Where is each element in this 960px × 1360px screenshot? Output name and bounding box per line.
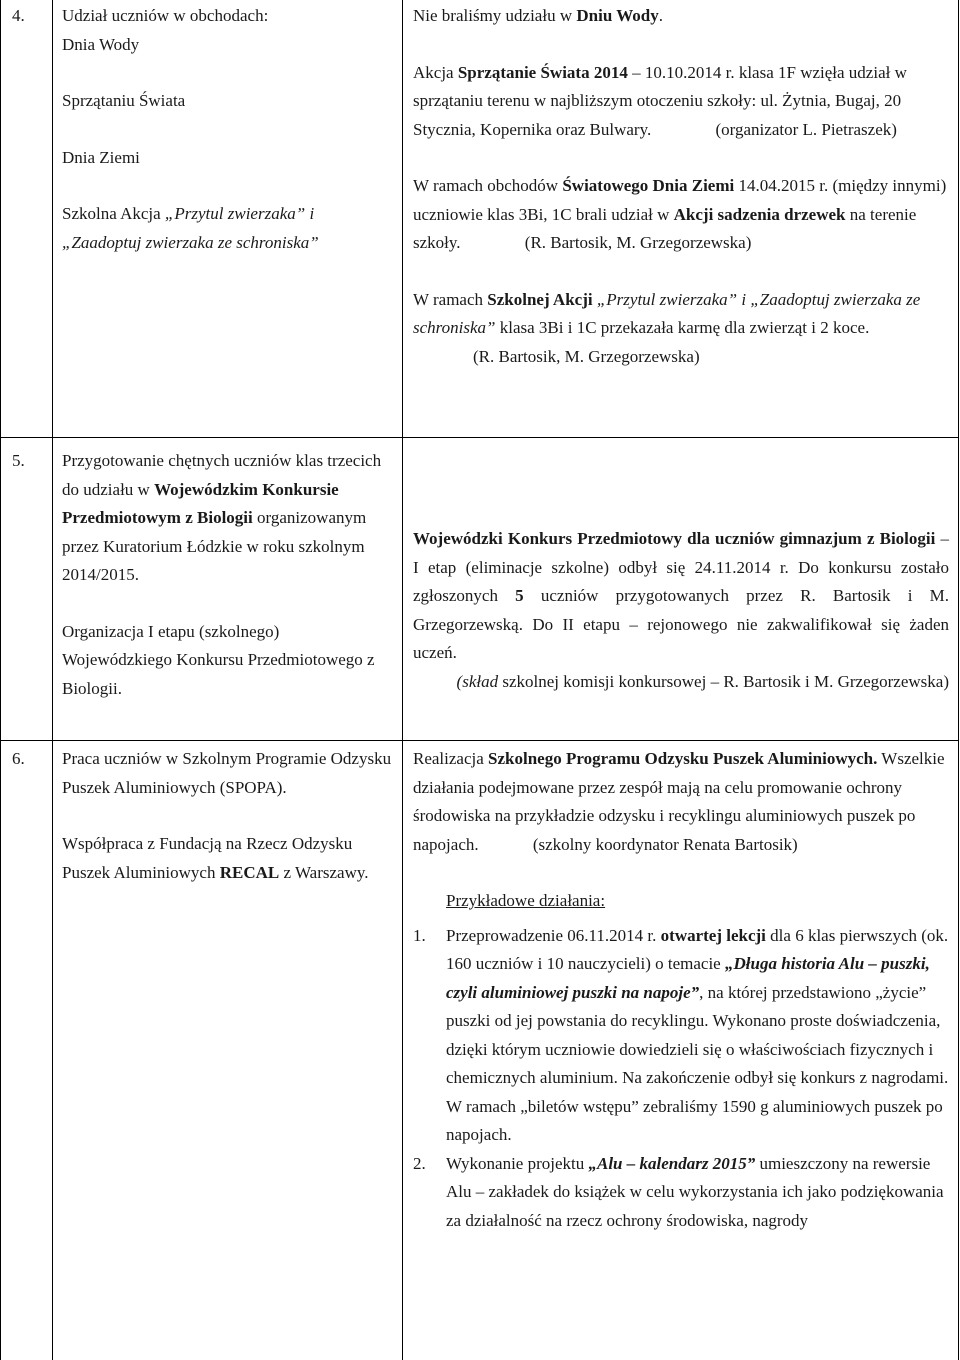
row4-water-note: Nie braliśmy udziału w Dniu Wody. bbox=[413, 6, 663, 25]
row5-right-cell bbox=[413, 525, 949, 696]
row5-committee: (skład szkolnej komisji konkursowej – R. Bartosik i M. Grzegorzewska) bbox=[456, 671, 949, 691]
row4-item-earth: Dnia Ziemi bbox=[62, 147, 140, 167]
example-item-1: 1. Przeprowadzenie 06.11.2014 r. otwartej lekcji dla 6 klas pierwszych (ok. 160 uczniów i 10 nauczycieli) o temacie „Długa historia Alu – puszki, czyli aluminiowej puszki na napoje”, na której przedstawiono „życie” puszki od jej powstania do recyklingu. Wykonano proste doświadczenia, dzięki którym uczniowie dowiedzieli się o właściwościach fizycznych i chemicznych aluminium. Na zakończenie odbył się konkurs z nagrodami. W ramach „biletów wstępu” zebraliśmy 1590 g aluminiowych puszek po napojach. bbox=[413, 925, 949, 1144]
examples-list bbox=[413, 922, 949, 1236]
program-coordinator: (szkolny koordynator Renata Bartosik) bbox=[532, 834, 798, 854]
row4-item-cleanup: Sprzątaniu Świata bbox=[62, 91, 186, 110]
row4-item-water: Dnia Wody bbox=[62, 34, 140, 54]
row6-left-cell bbox=[62, 745, 392, 887]
akcja-prefix: Szkolna Akcja bbox=[62, 204, 161, 223]
examples-heading: Przykładowe działania: bbox=[446, 891, 606, 910]
row5-left-cell bbox=[62, 447, 392, 703]
table-border-left bbox=[0, 0, 1, 1360]
row-divider-5-6 bbox=[0, 740, 959, 741]
row-number-5: 5. bbox=[12, 451, 25, 470]
row4-pet-note: W ramach Szkolnej Akcji „Przytul zwierzaka” i „Zaadoptuj zwierzaka ze schroniska” klasa 3Bi i 1C przekazała karmę dla zwierząt i 2 koce. (R. Bartosik, M. Grzegorzewska) bbox=[413, 289, 921, 366]
row-divider-4-5 bbox=[0, 437, 959, 438]
row6-spopa: Praca uczniów w Szkolnym Programie Odzysku Puszek Aluminiowych (SPOPA). bbox=[62, 749, 392, 797]
row6-right-cell bbox=[413, 745, 949, 1235]
row4-cleanup-note: Akcja Sprzątanie Świata 2014 – 10.10.2014 r. klasa 1F wzięła udział w sprzątaniu terenu w najbliższym otoczeniu szkoły: ul. Żytnia, Bugaj, 20 Stycznia, Kopernika oraz Bulwary. (organizator L. Pietraszek) bbox=[413, 62, 907, 139]
row5-organization: Organizacja I etapu (szkolnego) Wojewódzkiego Konkursu Przedmiotowego z Biologii. bbox=[62, 621, 375, 698]
row4-title: Udział uczniów w obchodach: bbox=[62, 6, 269, 25]
column-divider-2 bbox=[402, 0, 403, 1360]
row6-recal: Współpraca z Fundacją na Rzecz Odzysku Puszek Aluminiowych RECAL z Warszawy. bbox=[62, 834, 369, 882]
cleanup-organizer: (organizator L. Pietraszek) bbox=[715, 119, 897, 139]
row4-item-pet-action bbox=[62, 200, 382, 257]
row4-earth-note: W ramach obchodów Światowego Dnia Ziemi 14.04.2015 r. (między innymi) uczniowie klas 3Bi, 1C brali udział w Akcji sadzenia drzewek na terenie szkoły. (R. Bartosik, M. Grzegorzewska) bbox=[413, 176, 947, 252]
pet-organizer: (R. Bartosik, M. Grzegorzewska) bbox=[473, 346, 700, 366]
row5-contest-note: Wojewódzki Konkurs Przedmiotowy dla uczniów gimnazjum z Biologii – I etap (eliminacje szkolne) odbył się 24.11.2014 r. Do konkursu zostało zgłoszonych 5 uczniów przygotowanych przez R. Bartosik i M. Grzegorzewską. Do II etapu – rejonowego nie zakwalifikował się żaden uczeń. bbox=[413, 529, 949, 662]
row-number-4: 4. bbox=[12, 6, 25, 25]
row-number-6: 6. bbox=[12, 749, 25, 768]
table-border-right bbox=[958, 0, 959, 1360]
row4-right-cell bbox=[413, 2, 949, 371]
row5-preparation: Przygotowanie chętnych uczniów klas trzecich do udziału w Wojewódzkim Konkursie Przedmiotowym z Biologii organizowanym przez Kuratorium Łódzkie w roku szkolnym 2014/2015. bbox=[62, 451, 382, 584]
example-item-2: 2. Wykonanie projektu „Alu – kalendarz 2015” umieszczony na rewersie Alu – zakładek do książek w celu wykorzystania ich jako podziękowania za działalność na rzecz ochrony środowiska, nagrody bbox=[413, 1153, 944, 1230]
column-divider-1 bbox=[52, 0, 53, 1360]
earth-organizer: (R. Bartosik, M. Grzegorzewska) bbox=[524, 233, 752, 252]
row6-program-intro: Realizacja Szkolnego Programu Odzysku Puszek Aluminiowych. Wszelkie działania podejmowane przez zespół mają na celu promowanie ochrony środowiska na przykładzie odzysku i recyklingu aluminiowych puszek po napojach. (szkolny koordynator Renata Bartosik) bbox=[413, 749, 945, 854]
akcja-title: „Przytul zwierzaka” i „Zaadoptuj zwierzaka ze schroniska” bbox=[62, 204, 319, 252]
row4-left-cell bbox=[62, 2, 392, 257]
